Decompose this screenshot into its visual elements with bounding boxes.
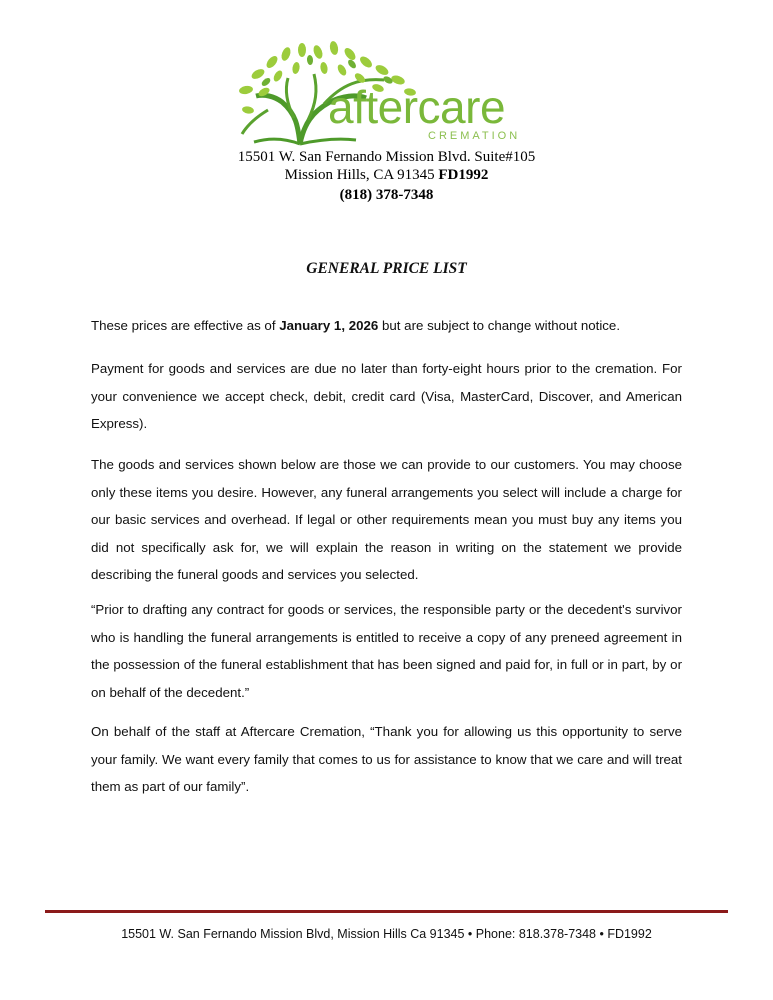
preneed-paragraph	[91, 596, 682, 706]
logo-wordmark: aftercare	[328, 81, 506, 133]
payment-paragraph	[91, 355, 682, 438]
preneed-text: “Prior to drafting any contract for goods or services, the responsible party or the decedent's survivor who is handling the funeral arrangements is entitled to receive a copy of any preneed agreement in the possession of the funeral establishment that has been signed and paid for, in full or in part, by or on behalf of the decedent.”	[91, 602, 682, 700]
goods-services-text: The goods and services shown below are those we can provide to our customers. You may choose only these items you desire. However, any funeral arrangements you select will include a charge for our basic services and overhead. If legal or other requirements mean you must buy any items you did not specifically ask for, we will explain the reason in writing on the statement we provide describing the funeral goods and services you selected.	[91, 457, 682, 582]
footer-divider	[45, 910, 728, 913]
company-logo	[238, 40, 538, 152]
thank-you-paragraph	[91, 718, 682, 801]
footer-contact: 15501 W. San Fernando Mission Blvd, Mission Hills Ca 91345 • Phone: 818.378-7348 • FD1992	[121, 927, 652, 941]
effective-date-paragraph	[91, 312, 682, 340]
address-line-1: 15501 W. San Fernando Mission Blvd. Suite#105	[237, 149, 536, 165]
effective-text-end: but are subject to change without notice.	[378, 318, 621, 333]
effective-date: January 1, 2026	[279, 318, 379, 333]
city-state-zip: Mission Hills, CA 91345	[284, 167, 439, 183]
phone-number: (818) 378-7348	[339, 187, 434, 203]
logo-subtext: CREMATION	[428, 130, 521, 142]
page-title: GENERAL PRICE LIST	[306, 260, 467, 277]
address-line-2	[0, 166, 773, 184]
effective-text-start: These prices are effective as of	[91, 318, 280, 333]
payment-text: Payment for goods and services are due no later than forty-eight hours prior to the cremation. For your convenience we accept check, debit, credit card (Visa, MasterCard, Discover, and American Express).	[91, 361, 682, 431]
license-number: FD1992	[438, 167, 489, 183]
goods-services-paragraph	[91, 451, 682, 589]
thank-you-text: On behalf of the staff at Aftercare Cremation, “Thank you for allowing us this opportunity to serve your family. We want every family that comes to us for assistance to know that we care and will treat them as part of our family”.	[91, 724, 682, 794]
